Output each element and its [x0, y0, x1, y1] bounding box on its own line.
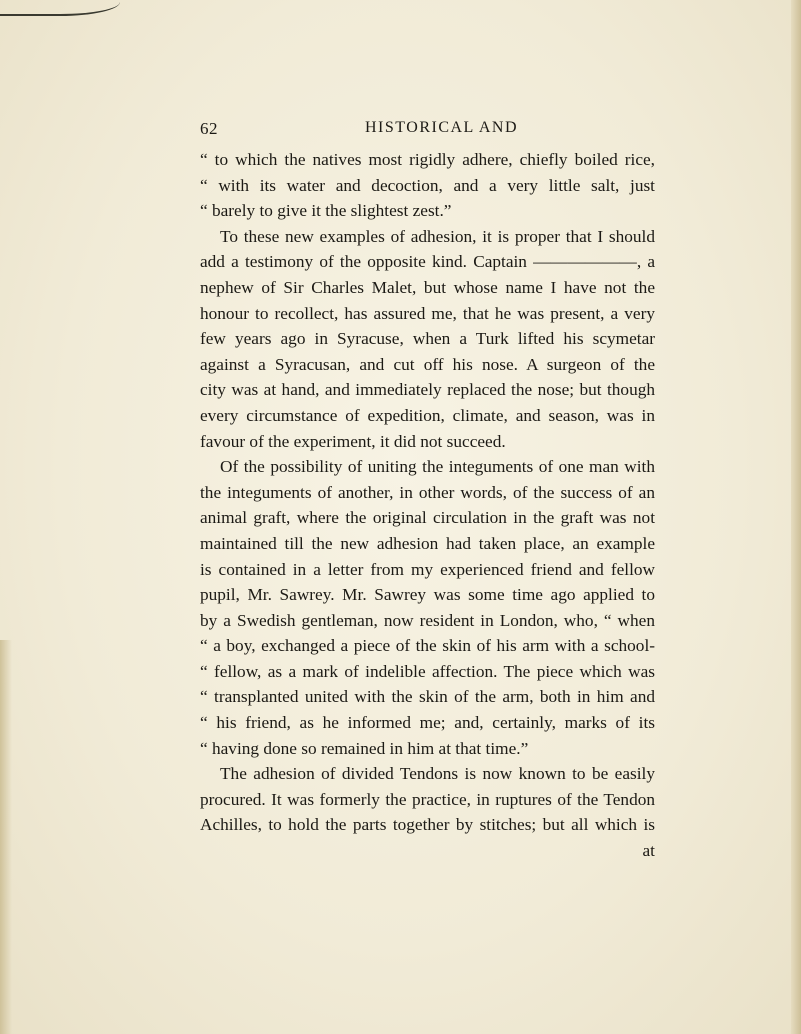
text-line: “ having done so remained in him at that time.”	[200, 738, 529, 758]
catchword: at	[642, 841, 655, 861]
text-line: The adhesion of divided Tendons is now known to be easily	[220, 764, 655, 784]
running-head: HISTORICAL AND	[365, 119, 519, 136]
text-line: “ barely to give it the slightest zest.”	[200, 201, 452, 221]
text-line: “ fellow, as a mark of indelible affection. The piece which was	[200, 661, 655, 681]
text-line: “ to which the natives most rigidly adhere, chiefly boiled rice,	[200, 150, 655, 169]
page-edge-left	[0, 640, 12, 1034]
page-edge-right	[791, 0, 801, 1034]
text-line: pupil, Mr. Sawrey. Mr. Sawrey was some time ago applied to	[200, 585, 655, 605]
text-line: animal graft, where the original circulation in the graft was not	[200, 508, 655, 528]
text-line: honour to recollect, has assured me, that he was present, a very	[200, 303, 655, 323]
text-line: few years ago in Syracuse, when a Turk lifted his scymetar	[200, 329, 655, 349]
text-line: nephew of Sir Charles Malet, but whose name I have not the	[200, 277, 655, 297]
page-number: 62	[200, 119, 218, 138]
text-line: “ transplanted united with the skin of the arm, both in him and	[200, 687, 655, 707]
text-line: is contained in a letter from my experienced friend and fellow	[200, 559, 655, 579]
text-line: favour of the experiment, it did not succeed.	[200, 431, 506, 451]
text-line: every circumstance of expedition, climate, and season, was in	[200, 405, 655, 425]
text-line: maintained till the new adhesion had taken place, an example	[200, 533, 655, 553]
text-line: procured. It was formerly the practice, in ruptures of the Tendon	[200, 789, 655, 809]
text-line: Achilles, to hold the parts together by stitches; but all which is	[200, 815, 655, 835]
body-text	[200, 147, 655, 864]
text-line: Of the possibility of uniting the integuments of one man with	[220, 457, 655, 477]
text-line: “ with its water and decoction, and a very little salt, just	[200, 175, 655, 195]
page-corner-fold	[0, 0, 120, 16]
text-line: by a Swedish gentleman, now resident in London, who, “ when	[200, 610, 655, 630]
text-line: city was at hand, and immediately replaced the nose; but though	[200, 380, 655, 400]
text-line: “ a boy, exchanged a piece of the skin of his arm with a school-	[200, 636, 655, 656]
text-line: To these new examples of adhesion, it is proper that I should	[220, 226, 655, 246]
text-line: add a testimony of the opposite kind. Captain ——————, a	[200, 252, 655, 272]
text-line: against a Syracusan, and cut off his nose. A surgeon of the	[200, 354, 655, 374]
text-line: “ his friend, as he informed me; and, certainly, marks of its	[200, 713, 655, 733]
page-header	[200, 119, 655, 141]
text-line: the integuments of another, in other words, of the success of an	[200, 482, 655, 502]
